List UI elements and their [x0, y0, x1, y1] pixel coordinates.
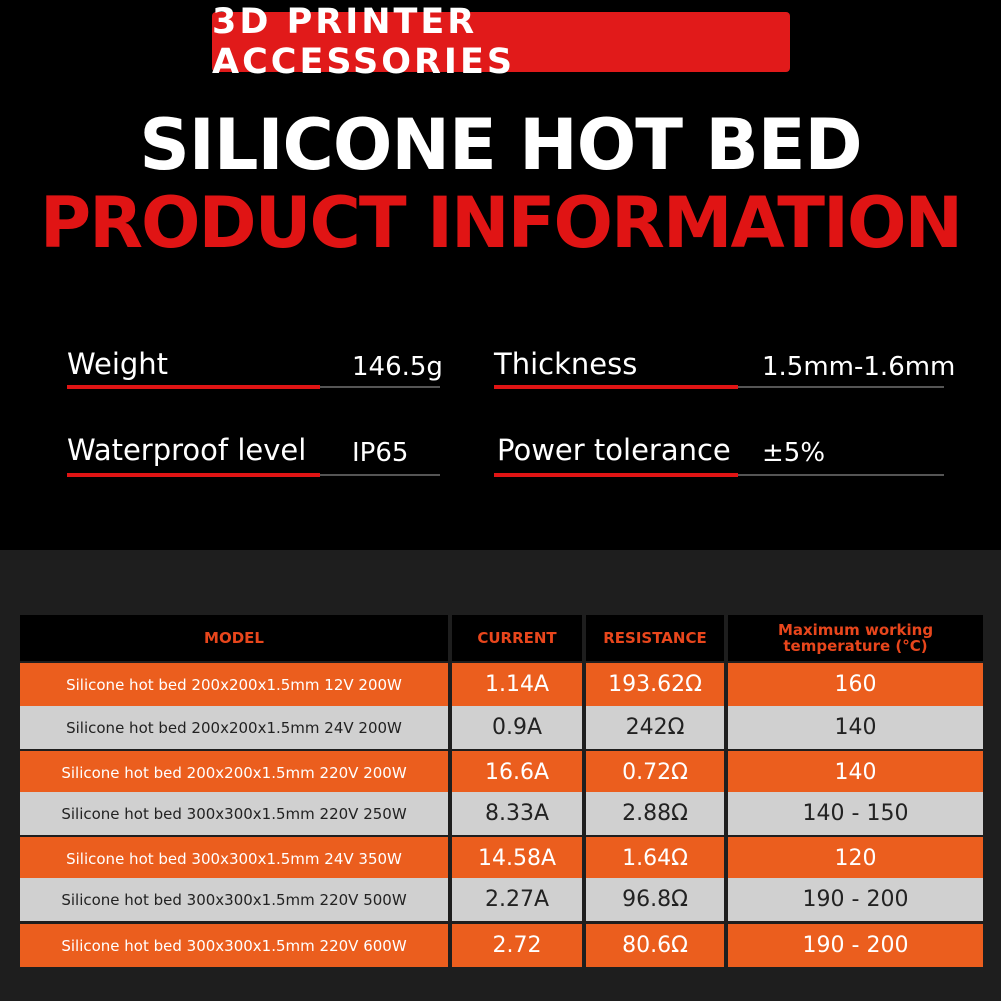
table-row [20, 792, 983, 835]
cell-temperature: 190 - 200 [728, 878, 983, 921]
cell-model: Silicone hot bed 300x300x1.5mm 24V 350W [20, 837, 448, 880]
weight-label: Weight [67, 347, 169, 381]
thickness-value: 1.5mm-1.6mm [762, 352, 956, 382]
cell-temperature: 140 [728, 706, 983, 749]
cell-resistance: 242Ω [586, 706, 724, 749]
table-row [20, 878, 983, 921]
cell-model: Silicone hot bed 300x300x1.5mm 220V 600W [20, 924, 448, 967]
cell-current: 2.27A [452, 878, 582, 921]
cell-current: 16.6A [452, 751, 582, 794]
header-current: CURRENT [452, 615, 582, 661]
divider-line [738, 474, 944, 476]
divider-line [738, 386, 944, 388]
cell-resistance: 80.6Ω [586, 924, 724, 967]
waterproof-value: IP65 [352, 438, 409, 468]
divider-line [320, 474, 440, 476]
cell-current: 2.72 [452, 924, 582, 967]
cell-temperature: 140 - 150 [728, 792, 983, 835]
waterproof-underline [67, 473, 320, 477]
cell-temperature: 140 [728, 751, 983, 794]
cell-resistance: 2.88Ω [586, 792, 724, 835]
cell-temperature: 120 [728, 837, 983, 880]
cell-model: Silicone hot bed 200x200x1.5mm 220V 200W [20, 751, 448, 794]
cell-model: Silicone hot bed 300x300x1.5mm 220V 500W [20, 878, 448, 921]
waterproof-label: Waterproof level [67, 433, 307, 467]
cell-model: Silicone hot bed 200x200x1.5mm 12V 200W [20, 663, 448, 706]
divider-line [320, 386, 440, 388]
header-temperature: Maximum working temperature (°C) [728, 615, 983, 661]
thickness-label: Thickness [494, 347, 638, 381]
thickness-underline [494, 385, 738, 389]
table-row [20, 837, 983, 880]
table-row [20, 924, 983, 967]
cell-resistance: 96.8Ω [586, 878, 724, 921]
cell-resistance: 1.64Ω [586, 837, 724, 880]
table-row [20, 751, 983, 794]
cell-current: 14.58A [452, 837, 582, 880]
power-tolerance-underline [494, 473, 738, 477]
cell-temperature: 190 - 200 [728, 924, 983, 967]
cell-temperature: 160 [728, 663, 983, 706]
cell-resistance: 193.62Ω [586, 663, 724, 706]
cell-current: 8.33A [452, 792, 582, 835]
power-tolerance-label: Power tolerance [497, 433, 731, 467]
weight-underline [67, 385, 320, 389]
table-row [20, 706, 983, 749]
product-subtitle: PRODUCT INFORMATION [39, 182, 962, 264]
header-resistance: RESISTANCE [586, 615, 724, 661]
cell-model: Silicone hot bed 300x300x1.5mm 220V 250W [20, 792, 448, 835]
category-badge: 3D PRINTER ACCESSORIES [212, 12, 790, 72]
product-title: SILICONE HOT BED [139, 104, 862, 186]
header-model: MODEL [20, 615, 448, 661]
cell-current: 1.14A [452, 663, 582, 706]
cell-resistance: 0.72Ω [586, 751, 724, 794]
power-tolerance-value: ±5% [762, 438, 826, 468]
cell-model: Silicone hot bed 200x200x1.5mm 24V 200W [20, 706, 448, 749]
weight-value: 146.5g [352, 352, 443, 382]
cell-current: 0.9A [452, 706, 582, 749]
table-row [20, 663, 983, 706]
